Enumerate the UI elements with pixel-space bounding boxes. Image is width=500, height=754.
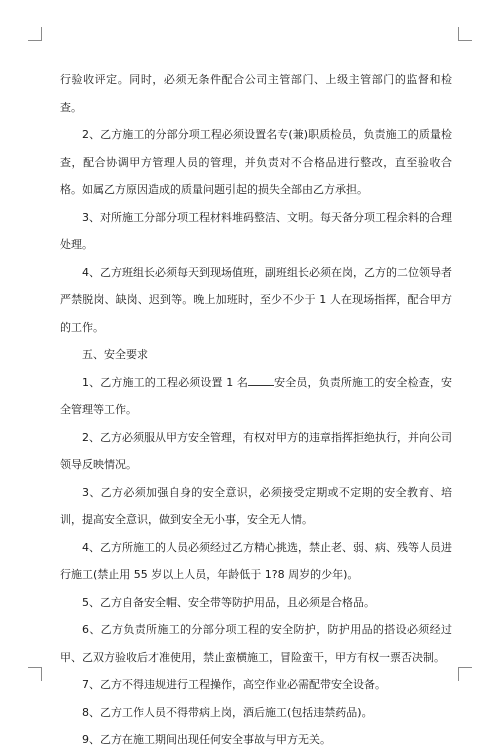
crop-mark-top-left-v xyxy=(41,27,42,41)
paragraph-safety-officer-after: 安全员，负责所施工的安全检查，安全管理等工作。 xyxy=(60,375,452,416)
paragraph-no-violation: 7、乙方不得违规进行工程操作，高空作业必需配带安全设备。 xyxy=(82,678,386,691)
fill-in-blank xyxy=(248,376,274,386)
crop-mark-top-left-h xyxy=(28,40,42,41)
paragraph-accident-liability: 9、乙方在施工期间出现任何安全事故与甲方无关。 xyxy=(82,733,331,746)
paragraph-quality-inspector: 2、乙方施工的分部分项工程必须设置名专(兼)职质检员，负责施工的质量检查，配合协调甲方管理人员的管理，并负责对不合格品进行整改，直至验收合格。如属乙方原因造成的质量问题引起的损失全部由乙方承担。 xyxy=(60,128,452,196)
paragraph-continuation: 行验收评定。同时，必须无条件配合公司主管部门、上级主管部门的监督和检查。 xyxy=(60,73,452,114)
crop-mark-bottom-right-v xyxy=(458,667,459,681)
paragraph-no-sick-duty: 8、乙方工作人员不得带病上岗，酒后施工(包括违禁药品)。 xyxy=(82,705,373,719)
document-body xyxy=(60,66,452,754)
section-heading-safety: 五、安全要求 xyxy=(82,348,148,361)
paragraph-obey-management: 2、乙方必须服从甲方安全管理，有权对甲方的违章指挥拒绝执行，并向公司领导反映情况。 xyxy=(60,430,452,471)
paragraph-worker-selection: 4、乙方所施工的人员必须经过乙方精心挑选，禁止老、弱、病、残等人员进行施工(禁止用 55 岁以上人员，年龄低于 1?8 周岁的少年)。 xyxy=(60,540,452,581)
paragraph-material-stacking: 3、对所施工分部分项工程材料堆码整洁、文明。每天备分项工程余料的合理处理。 xyxy=(60,210,452,251)
paragraph-team-leader-duty: 4、乙方班组长必须每天到现场值班，副班组长必须在岗，乙方的二位领导者严禁脱岗、缺岗、迟到等。晚上加班时，至少不少于 1 人在现场指挥，配合甲方的工作。 xyxy=(60,265,452,334)
paragraph-safety-officer xyxy=(60,369,452,424)
crop-mark-top-right-h xyxy=(458,40,472,41)
paragraph-protective-gear: 5、乙方自备安全帽、安全带等防护用品，且必须是合格品。 xyxy=(82,595,375,609)
paragraph-safety-officer-before: 1、乙方施工的工程必须设置 1 名 xyxy=(82,375,248,389)
paragraph-safety-protection: 6、乙方负责所施工的分部分项工程的安全防护，防护用品的搭设必须经过甲、乙双方验收后才准使用，禁止蛮横施工，冒险蛮干，甲方有权一票否决制。 xyxy=(60,623,452,664)
crop-mark-bottom-right-h xyxy=(458,667,472,668)
paragraph-safety-awareness: 3、乙方必须加强自身的安全意识，必须接受定期或不定期的安全教育、培训，提高安全意识，做到安全无小事，安全无人情。 xyxy=(60,485,452,526)
crop-mark-bottom-left-h xyxy=(28,667,42,668)
crop-mark-bottom-left-v xyxy=(41,667,42,681)
crop-mark-top-right-v xyxy=(458,27,459,41)
